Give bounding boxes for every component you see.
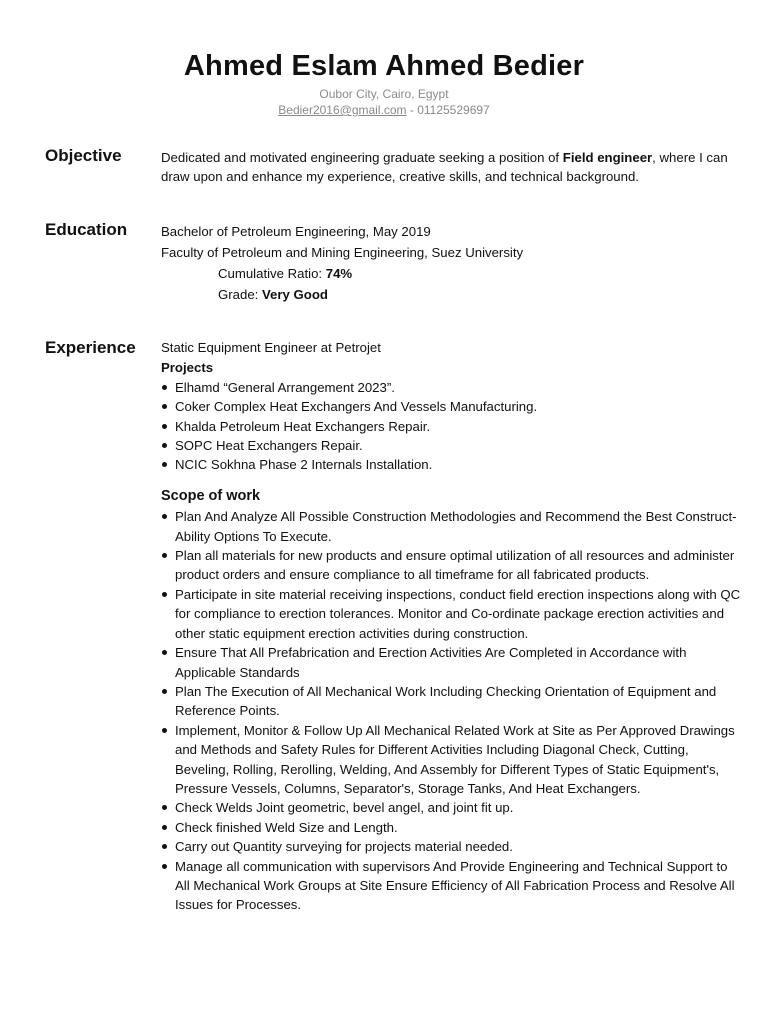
scope-item: Plan The Execution of All Mechanical Work Including Checking Orientation of Equipment and Reference Points. xyxy=(161,682,741,721)
scope-item: Check finished Weld Size and Length. xyxy=(161,818,741,837)
contact-line xyxy=(0,102,768,118)
address: Oubor City, Cairo, Egypt xyxy=(319,87,449,101)
project-item: Khalda Petroleum Heat Exchangers Repair. xyxy=(161,417,741,436)
education-title: Education xyxy=(45,220,128,239)
ratio-label: Cumulative Ratio: xyxy=(218,266,326,281)
education-body xyxy=(161,221,741,305)
grade xyxy=(161,284,741,305)
resume-header xyxy=(0,47,768,118)
phone-number: 01125529697 xyxy=(417,103,490,117)
scope-item: Plan And Analyze All Possible Construction Methodologies and Recommend the Best Construct-Ability Options To Execute. xyxy=(161,507,741,546)
objective-text-after: , where I can draw upon and enhance my experience, creative skills, and technical background. xyxy=(161,150,728,185)
projects-title: Projects xyxy=(161,360,214,376)
ratio-value: 74% xyxy=(325,266,353,281)
experience-title: Experience xyxy=(45,338,136,357)
scope-item: Participate in site material receiving inspections, conduct field erection inspections along with QC for compliance to erection tolerances. Monitor and Co-ordinate package erection activities and other static equipment erection activities during construction. xyxy=(161,585,741,643)
scope-title: Scope of work xyxy=(161,487,261,504)
cumulative-ratio xyxy=(161,263,741,284)
objective-text xyxy=(161,148,741,187)
project-item: Elhamd “General Arrangement 2023”. xyxy=(161,378,741,397)
position: Static Equipment Engineer at Petrojet xyxy=(161,340,381,355)
degree: Bachelor of Petroleum Engineering, May 2019 xyxy=(161,224,431,239)
project-item: Coker Complex Heat Exchangers And Vessels Manufacturing. xyxy=(161,397,741,416)
project-item: SOPC Heat Exchangers Repair. xyxy=(161,436,741,455)
objective-highlight: Field engineer xyxy=(562,150,653,165)
grade-label: Grade: xyxy=(218,287,262,302)
candidate-name: Ahmed Eslam Ahmed Bedier xyxy=(183,50,585,82)
contact-separator: - xyxy=(406,103,418,117)
projects-list xyxy=(161,378,741,475)
scope-item: Ensure That All Prefabrication and Erection Activities Are Completed in Accordance with Applicable Standards xyxy=(161,643,741,682)
scope-item: Implement, Monitor & Follow Up All Mechanical Related Work at Site as Per Approved Drawings and Methods and Safety Rules for Different Activities Including Diagonal Check, Cutting, Beveling, Rolling, Rerolling, Welding, And Assembly for Different Types of Static Equipment's, Pressure Vessels, Columns, Separator's, Storage Tanks, And Heat Exchangers. xyxy=(161,721,741,799)
project-item: NCIC Sokhna Phase 2 Internals Installation. xyxy=(161,455,741,474)
email-link[interactable]: Bedier2016@gmail.com xyxy=(278,103,407,117)
objective-title: Objective xyxy=(45,146,122,165)
experience-body xyxy=(161,338,741,915)
scope-item: Check Welds Joint geometric, bevel angel, and joint fit up. xyxy=(161,798,741,817)
scope-item: Manage all communication with supervisors And Provide Engineering and Technical Support to All Mechanical Work Groups at Site Ensure Efficiency of All Fabrication Process and Resolve All Issues for Processes. xyxy=(161,857,741,915)
grade-value: Very Good xyxy=(261,287,328,302)
faculty: Faculty of Petroleum and Mining Engineering, Suez University xyxy=(161,245,524,260)
scope-list xyxy=(161,507,741,915)
objective-text-before: Dedicated and motivated engineering graduate seeking a position of xyxy=(161,150,563,165)
scope-item: Carry out Quantity surveying for projects material needed. xyxy=(161,837,741,856)
scope-item: Plan all materials for new products and ensure optimal utilization of all resources and administer product orders and ensure compliance to all timeframe for all fabricated products. xyxy=(161,546,741,585)
